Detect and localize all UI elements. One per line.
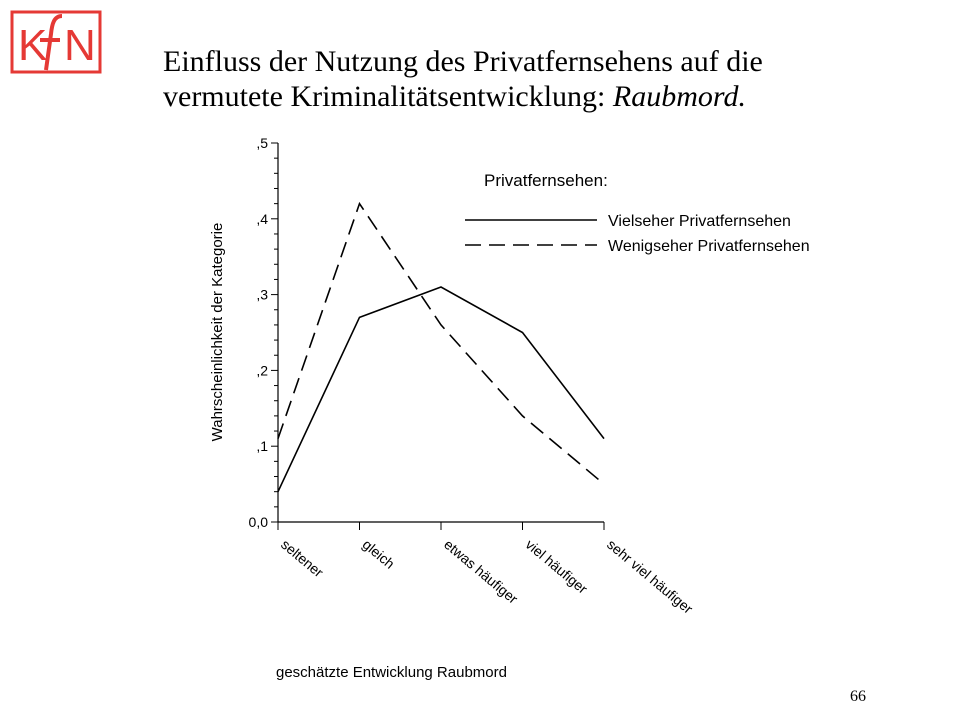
x-tick-label: seltener <box>278 536 327 581</box>
legend <box>465 171 810 255</box>
y-axis <box>249 135 278 530</box>
series-line-wenigseher <box>278 204 604 484</box>
y-tick-label: ,1 <box>256 438 268 455</box>
y-tick-label: ,2 <box>256 362 268 379</box>
title-line-2-italic: Raubmord. <box>612 80 746 113</box>
title-line-1: Einfluss der Nutzung des Privatfernsehens auf die <box>163 45 763 78</box>
y-tick-label: 0,0 <box>248 514 268 530</box>
svg-text:K: K <box>18 21 48 70</box>
x-tick-label: viel häufiger <box>522 536 591 597</box>
series-line-vielseher <box>278 287 604 492</box>
series-lines <box>278 204 604 492</box>
x-tick-label: gleich <box>359 536 398 572</box>
x-axis <box>278 522 696 617</box>
page-number: 66 <box>850 688 866 705</box>
legend-title: Privatfernsehen: <box>484 171 608 190</box>
svg-text:N: N <box>64 21 96 70</box>
legend-label: Wenigseher Privatfernsehen <box>608 238 810 255</box>
title-line-2-prefix: vermutete Kriminalitätsentwicklung: <box>163 80 606 113</box>
legend-label: Vielseher Privatfernsehen <box>608 213 791 230</box>
x-tick-label: etwas häufiger <box>441 536 522 607</box>
x-axis-label: geschätzte Entwicklung Raubmord <box>276 664 507 681</box>
y-tick-label: ,4 <box>256 210 268 227</box>
y-axis-label: Wahrscheinlichkeit der Kategorie <box>209 222 226 442</box>
y-tick-label: ,3 <box>256 286 268 303</box>
x-tick-label: sehr viel häufiger <box>604 536 697 617</box>
y-tick-label: ,5 <box>256 135 268 151</box>
